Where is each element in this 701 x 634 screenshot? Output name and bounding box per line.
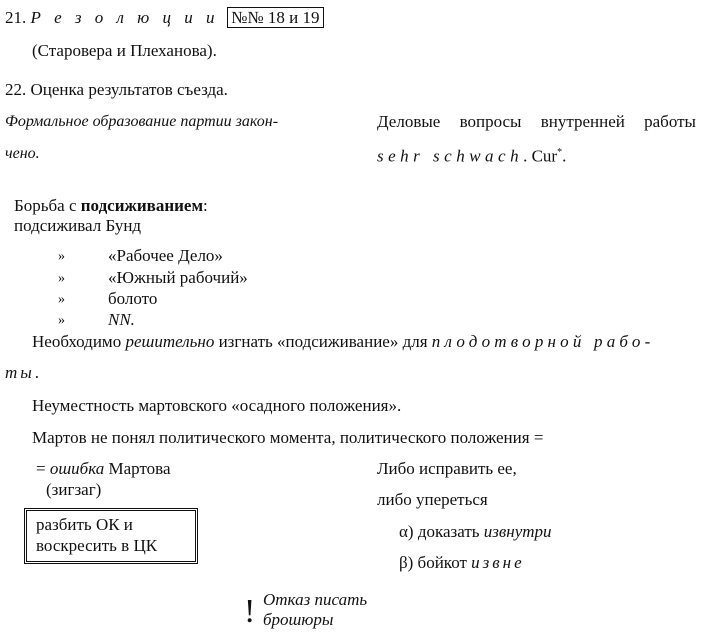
cur-text: . Cur xyxy=(523,146,558,166)
zigzag: (зигзаг) xyxy=(46,480,102,499)
decisively: решительно xyxy=(125,332,215,351)
list-item: «Южный рабочий» xyxy=(108,268,248,287)
exclamation-mark: ! xyxy=(244,593,256,630)
item-22-heading: 22. Оценка результатов съезда. xyxy=(5,80,228,99)
equals: = xyxy=(36,459,50,478)
ditto-mark: » xyxy=(58,249,65,264)
colon: : xyxy=(203,196,208,215)
option-beta xyxy=(399,553,525,573)
struggle-heading xyxy=(14,196,208,216)
item-21-heading xyxy=(5,8,324,28)
ditto-mark: » xyxy=(58,292,65,307)
options-line2: либо упереться xyxy=(377,490,488,509)
smash-ok-box xyxy=(24,508,198,564)
text: α) доказать xyxy=(399,522,484,541)
necessary-line1 xyxy=(32,332,655,352)
from-outside: извне xyxy=(471,553,525,572)
list-item: болото xyxy=(108,289,158,308)
options-line1: Либо исправить ее, xyxy=(377,459,517,478)
item-title: Р е з о л ю ц и и xyxy=(30,8,219,27)
word: внутренней xyxy=(540,112,625,131)
sehr-schwach: sehr schwach xyxy=(377,146,524,166)
struggle-line2: подсиживал Бунд xyxy=(14,216,142,235)
item-number: 21. xyxy=(5,8,27,27)
business-questions-line1 xyxy=(377,112,696,132)
word: Деловые xyxy=(377,112,441,131)
text: Мартова xyxy=(104,459,171,478)
list-item: «Рабочее Дело» xyxy=(108,246,223,265)
item-21-subtitle: (Староверa и Плеханова). xyxy=(32,41,217,60)
period: . xyxy=(562,146,567,166)
box-line1: разбить ОК и xyxy=(36,515,133,534)
martov-error xyxy=(36,459,171,479)
resolution-numbers-box: №№ 18 и 19 xyxy=(227,7,323,28)
formal-formation-line1: Формальное образование партии закон- xyxy=(5,113,279,130)
word: вопросы xyxy=(459,112,522,131)
text: ты xyxy=(5,363,35,382)
productive-work: плодотворной рабо- xyxy=(431,332,655,351)
ditto-mark: » xyxy=(58,313,65,328)
option-alpha xyxy=(399,522,552,542)
struggle-prefix: Борьба с xyxy=(14,196,81,215)
refusal-line2: брошюры xyxy=(263,610,334,629)
error-word: ошибка xyxy=(49,459,105,478)
footnote-mark: * xyxy=(557,147,563,158)
list-item: NN. xyxy=(108,310,135,329)
from-within: извнутри xyxy=(483,522,552,541)
ditto-mark: » xyxy=(58,271,65,286)
business-questions-line2 xyxy=(377,143,566,167)
martov-line1: Неуместность мартовского «осадного положения». xyxy=(32,396,402,415)
box-line2: воскресить в ЦК xyxy=(36,536,158,555)
text: β) бойкот xyxy=(399,553,472,572)
period: . xyxy=(34,363,40,382)
struggle-bold: подсиживанием xyxy=(80,196,204,215)
necessary-line2 xyxy=(5,363,39,383)
word: работы xyxy=(644,112,696,131)
martov-line2: Мартов не понял политического момента, политического положения = xyxy=(32,428,544,447)
text: Необходимо xyxy=(32,332,126,351)
refusal-line1: Отказ писать xyxy=(263,590,368,609)
text: изгнать «подсиживание» для xyxy=(214,332,432,351)
formal-formation-line2: чено. xyxy=(5,145,40,162)
